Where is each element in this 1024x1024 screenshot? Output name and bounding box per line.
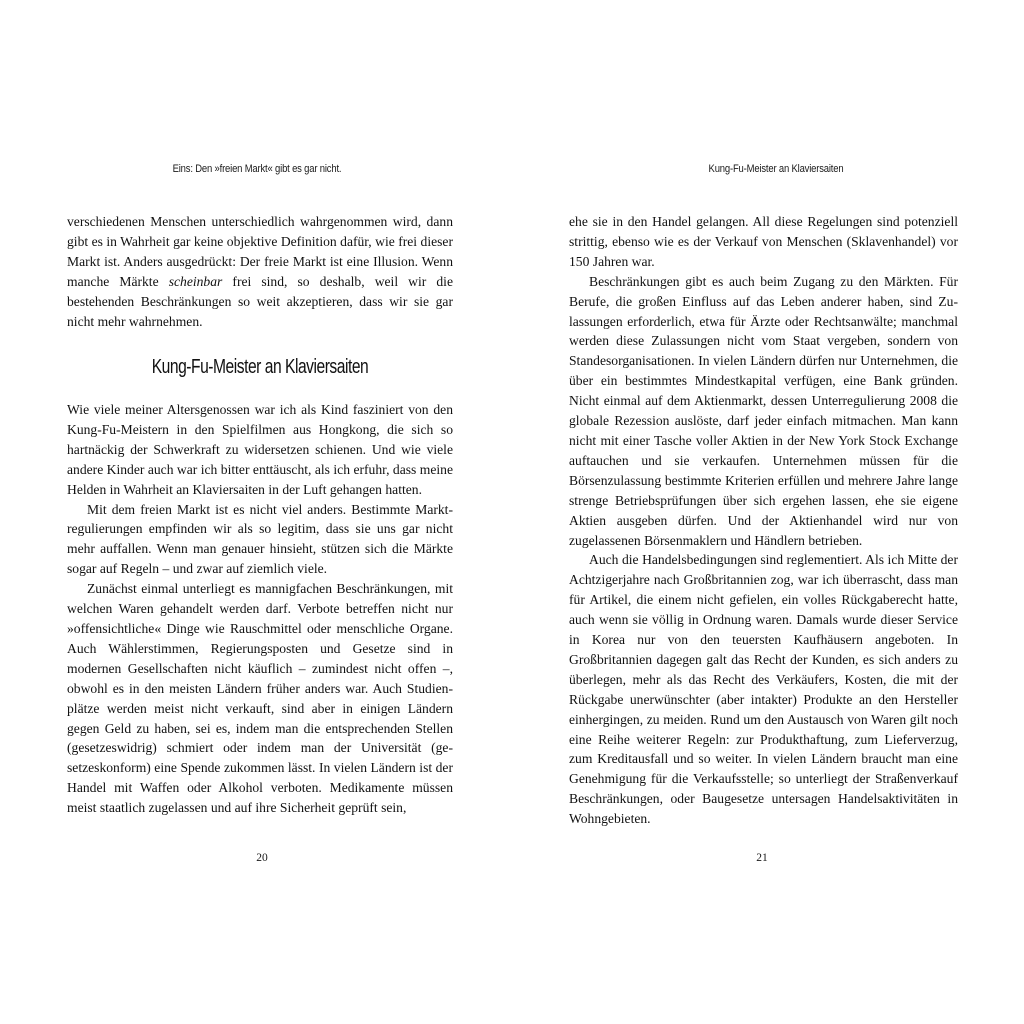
page-number-right: 21 bbox=[756, 852, 768, 864]
paragraph-text-part: verschiedenen Menschen unterschiedlich wahrgenommen wird, dann gibt es in Wahrheit gar keine objektive Definition dafür, wie frei dieser Markt ist. Anders ausgedrückt: Der freie Markt ist eine Illusion. Wenn manche Märkte bbox=[67, 214, 453, 289]
emphasis-text: scheinbar bbox=[168, 273, 223, 289]
text-block-after-heading bbox=[67, 400, 453, 818]
section-heading: Kung-Fu-Meister an Klaviersaiten bbox=[151, 356, 369, 378]
paragraph-left-continuation bbox=[67, 212, 453, 331]
paragraph-right-1: ehe sie in den Handel gelangen. All diese Regelungen sind potenziell strittig, ebenso wie es der Verkauf von Menschen (Sklavenhandel) vor 150 Jahren war. bbox=[569, 214, 958, 269]
text-block-right bbox=[569, 212, 958, 829]
paragraph-right-2: Beschränkungen gibt es auch beim Zugang zu den Märkten. Für Berufe, die großen Einfluss auf das Leben anderer haben, sind Zulassungen erforderlich, etwa für Ärzte oder Rechtsanwälte; manchmal werden diese Zulassungen nicht vom Staat vergeben, sondern von Standesorganisationen. In vielen Ländern dürfen nur Unternehmen, die über ein bestimmtes Mindestkapital verfügen, eine Bank gründen. Nicht einmal auf dem Aktienmarkt, dessen Unterregulierung 2008 die globale Rezession auslöste, darf jeder einfach mitmachen. Man kann nicht mit einer Tasche voller Aktien in der New York Stock Exchange auftauchen und sie verkaufen. Unternehmen müssen für die Börsenzulassung bestimmte Kriterien erfüllen und mehrere Jahre lange strenge Betriebsprüfungen über sich ergehen lassen, ehe sie eigene Aktien ausgeben dürfen. Und der Aktienhandel wird nur von zugelassenen Börsenmaklern und Händlern betrieben. bbox=[569, 273, 958, 548]
text-block-before-heading bbox=[67, 212, 453, 331]
paragraph-right-3: Auch die Handelsbedingungen sind reglementiert. Als ich Mitte der Achtzigerjahre nach Großbritannien zog, war ich überrascht, dass man für Artikel, die einem nicht gefielen, ein volles Rückgaberecht hatte, auch wenn sie völlig in Ordnung waren. Damals wurde dieser Service in Korea nur von den teuersten Kaufhäusern angeboten. In Großbritannien dagegen galt das Recht der Kunden, es sich anders zu überlegen, mehr als das Recht des Verkäufers, Kosten, die mit der Rückgabe unerwünschter (aber intakter) Produkte an den Hersteller einhergingen, zu meiden. Rund um den Austausch von Waren gilt noch eine Reihe weiterer Regeln: zur Produkthaftung, zum Lieferverzug, zum Kreditausfall und so weiter. In vielen Ländern braucht man eine Genehmigung für die Verkaufsstelle; so unterliegt der Straßenverkauf Beschränkungen, oder Baugesetze untersagen Handelsaktivitäten in Wohngebieten. bbox=[569, 552, 958, 827]
right-page bbox=[512, 0, 1024, 1024]
paragraph-text-part: frei sind, so deshalb, weil wir die bestehenden Beschränkungen so weit akzeptieren, dass wir sie gar nicht mehr wahrnehmen. bbox=[67, 273, 453, 329]
paragraph-left-1: Wie viele meiner Altersgenossen war ich als Kind fasziniert von den Kung-Fu-Meistern in den Spielfilmen aus Hongkong, die sich so hartnäckig der Schwerkraft zu widersetzen schienen. Und wie viele andere Kinder auch war ich bitter enttäuscht, als ich erfuhr, dass meine Helden in Wahrheit an Klaviersaiten in der Luft gehangen hatten. bbox=[67, 402, 453, 497]
running-head-right: Kung-Fu-Meister an Klaviersaiten bbox=[708, 163, 844, 175]
running-head-left: Eins: Den »freien Markt« gibt es gar nicht. bbox=[172, 163, 342, 175]
paragraph-left-2: Mit dem freien Markt ist es nicht viel anders. Bestimmte Marktregulierungen empfinden wir als so legitim, dass sie uns gar nicht mehr auffallen. Wenn man genauer hinsieht, stützen sich die Märkte sogar auf Regeln – und zwar auf ziemlich viele. bbox=[67, 501, 453, 577]
page-number-left: 20 bbox=[256, 852, 268, 864]
paragraph-left-3: Zunächst einmal unterliegt es mannigfachen Beschränkungen, mit welchen Waren gehandelt werden darf. Verbote betreffen nicht nur »offensichtliche« Dinge wie Rauschmittel oder menschliche Organe. Auch Wählerstimmen, Regierungsposten und Gesetze sind in modernen Gesellschaften nicht käuflich – zumindest nicht offen –, obwohl es in den meisten Ländern früher anders war. Auch Studienplätze werden meist nicht verkauft, sind aber in einigen Ländern gegen Geld zu haben, sei es, indem man die entsprechenden Stellen (gesetzeswidrig) schmiert oder indem man der Universität (gesetzeskonform) eine Spende zukommen lässt. In vielen Ländern ist der Handel mit Waffen oder Alkohol verboten. Medikamente müssen meist staatlich zugelassen und auf ihre Sicherheit geprüft sein, bbox=[67, 581, 453, 816]
